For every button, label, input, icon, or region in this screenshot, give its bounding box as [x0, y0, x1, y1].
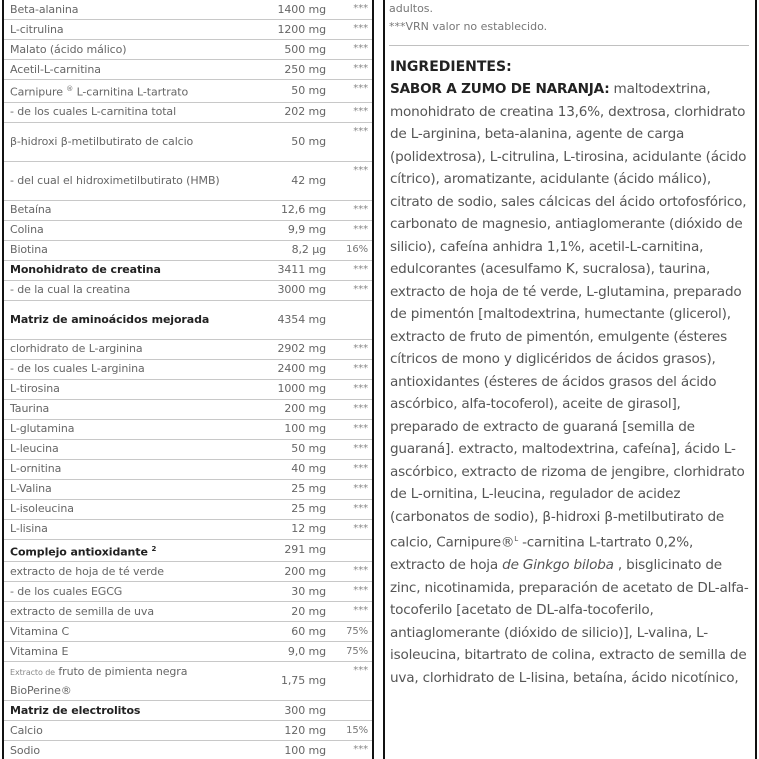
- nutrient-label: Matriz de electrolitos: [10, 703, 141, 717]
- nutrient-vrn: ***: [326, 359, 372, 379]
- nutrient-name: [4, 122, 224, 161]
- ginkgo-italic: de Ginkgo biloba: [502, 557, 614, 574]
- nutrient-name: [4, 562, 224, 582]
- nutrient-vrn: ***: [326, 379, 372, 399]
- nutrient-name: [4, 459, 224, 479]
- nutrient-name: [4, 80, 224, 103]
- nutrient-label: Betaína: [10, 203, 52, 217]
- nutrient-label: extracto de semilla de uva: [10, 604, 154, 618]
- table-row: [4, 562, 372, 582]
- superscript: 2: [151, 544, 157, 553]
- table-row: [4, 379, 372, 399]
- nutrient-name: [4, 0, 224, 20]
- nutrient-vrn: ***: [326, 122, 372, 161]
- nutrient-amount: 3000 mg: [224, 280, 326, 300]
- nutrient-amount: 100 mg: [224, 419, 326, 439]
- nutrient-amount: 300 mg: [224, 701, 326, 721]
- nutrient-vrn: 16%: [326, 240, 372, 260]
- nutrient-label: Matriz de aminoácidos mejorada: [10, 312, 210, 326]
- table-row: [4, 280, 372, 300]
- table-row: [4, 419, 372, 439]
- nutrient-vrn: ***: [326, 20, 372, 40]
- nutrient-name: [4, 339, 224, 359]
- table-row: [4, 662, 372, 701]
- nutrient-amount: 250 mg: [224, 60, 326, 80]
- nutrient-name: [4, 539, 224, 562]
- nutrient-label: Taurina: [10, 402, 50, 416]
- nutrient-name: [4, 741, 224, 759]
- nutrient-vrn: ***: [326, 280, 372, 300]
- table-row: [4, 539, 372, 562]
- table-row: [4, 20, 372, 40]
- nutrient-label: - de los cuales L-arginina: [10, 362, 145, 376]
- nutrient-amount: 40 mg: [224, 459, 326, 479]
- nutrient-name: [4, 399, 224, 419]
- nutrient-label: L-citrulina: [10, 22, 64, 36]
- table-row: [4, 300, 372, 339]
- nutrient-name: [4, 102, 224, 122]
- ingredients-part1: maltodextrina, monohidrato de creatina 13,6%, dextrosa, clorhidrato de L-arginina, beta-alanina, agente de carga (polidextrosa), L-citrulina, L-tirosina, acidulante (ácido cítrico), aromatizante, acidulante (ácido málico), citrato de sodio, sales cálcicas del ácido ortofosfórico, carbonato de magnesio, antiaglomerante (dióxido de silicio), cafeína anhidra 1,1%, acetil-L-carnitina, edulcorantes (acesulfamo K, sucralosa), taurina, extracto de hoja de té verde, L-glutamina, preparado de pimentón [maltodextrina, humectante (glicerol), extracto de fruto de pimentón, emulgente (ésteres cítricos de mono y diglicéridos de ácidos grasos), antioxidantes (ésteres de ácidos grasos del ácido ascórbico, alfa-tocoferol), aceite de girasol], preparado de extracto de guaraná [semilla de guaraná]. extracto, maltodextrina, cafeína], ácido L-ascórbico, extracto de rizoma de jengibre, clorhidrato de L-ornitina, L-leucina, regulador de acidez (carbonatos de sodio), β-hidroxi β-metilbutirato de calcio, Carnipure®: [390, 81, 747, 551]
- nutrient-vrn: ***: [326, 260, 372, 280]
- nutrient-vrn: ***: [326, 662, 372, 701]
- nutrient-vrn: ***: [326, 459, 372, 479]
- nutrient-vrn: [326, 300, 372, 339]
- nutrient-vrn: ***: [326, 582, 372, 602]
- note-line: adultos.: [389, 2, 434, 15]
- nutrient-vrn: ***: [326, 399, 372, 419]
- nutrient-amount: 120 mg: [224, 721, 326, 741]
- table-row: [4, 339, 372, 359]
- nutrient-label: Calcio: [10, 723, 43, 737]
- nutrient-label: L-isoleucina: [10, 502, 74, 516]
- nutrient-vrn: ***: [326, 479, 372, 499]
- table-row: [4, 519, 372, 539]
- ingredients-text: [385, 78, 755, 689]
- nutrient-amount: 50 mg: [224, 439, 326, 459]
- nutrient-name: [4, 479, 224, 499]
- nutrient-label: Complejo antioxidante: [10, 545, 148, 559]
- table-row: [4, 359, 372, 379]
- nutrient-prefix: Extracto de: [10, 667, 55, 677]
- table-row: [4, 240, 372, 260]
- flavor-label: SABOR A ZUMO DE NARANJA:: [390, 81, 610, 97]
- nutrient-label: Sodio: [10, 743, 40, 757]
- nutrient-label: Malato (ácido málico): [10, 42, 127, 56]
- nutrient-name: [4, 20, 224, 40]
- nutrient-vrn: 75%: [326, 622, 372, 642]
- notes-block: [385, 0, 755, 36]
- table-row: [4, 399, 372, 419]
- table-row: [4, 499, 372, 519]
- nutrient-vrn: ***: [326, 439, 372, 459]
- table-row: [4, 102, 372, 122]
- nutrient-name: [4, 582, 224, 602]
- nutrient-amount: 100 mg: [224, 741, 326, 759]
- nutrient-name: [4, 419, 224, 439]
- table-row: [4, 60, 372, 80]
- nutrient-vrn: ***: [326, 339, 372, 359]
- table-row: [4, 622, 372, 642]
- divider: [389, 45, 749, 46]
- note-vrn: ***VRN valor no establecido.: [389, 20, 548, 33]
- nutrition-panel: [2, 0, 374, 759]
- table-row: [4, 439, 372, 459]
- nutrient-name: [4, 721, 224, 741]
- nutrient-label: Vitamina E: [10, 644, 69, 658]
- nutrient-label: - de los cuales EGCG: [10, 584, 123, 598]
- nutrient-vrn: [326, 539, 372, 562]
- nutrient-name: [4, 300, 224, 339]
- nutrient-label: L-leucina: [10, 442, 59, 456]
- table-row: [4, 479, 372, 499]
- nutrient-amount: 50 mg: [224, 80, 326, 103]
- nutrition-table: [4, 0, 372, 759]
- ingredients-panel: [383, 0, 757, 759]
- nutrient-vrn: [326, 701, 372, 721]
- nutrient-label: fruto de pimienta negra BioPerine®: [10, 664, 188, 697]
- table-row: [4, 0, 372, 20]
- nutrient-amount: 20 mg: [224, 602, 326, 622]
- nutrient-label: L-lisina: [10, 522, 48, 536]
- nutrient-label: L-glutamina: [10, 422, 75, 436]
- nutrient-label: Monohidrato de creatina: [10, 263, 161, 277]
- nutrient-vrn: ***: [326, 0, 372, 20]
- nutrient-vrn: ***: [326, 60, 372, 80]
- nutrient-vrn: ***: [326, 499, 372, 519]
- table-row: [4, 122, 372, 161]
- nutrient-amount: 42 mg: [224, 161, 326, 200]
- nutrient-name: [4, 379, 224, 399]
- nutrient-vrn: 15%: [326, 721, 372, 741]
- nutrient-amount: 2902 mg: [224, 339, 326, 359]
- nutrient-vrn: ***: [326, 200, 372, 220]
- nutrient-amount: 8,2 µg: [224, 240, 326, 260]
- nutrient-label: - de la cual la creatina: [10, 283, 131, 297]
- nutrient-label: clorhidrato de L-arginina: [10, 342, 143, 356]
- nutrient-amount: 50 mg: [224, 122, 326, 161]
- table-row: [4, 741, 372, 759]
- nutrient-amount: 12,6 mg: [224, 200, 326, 220]
- table-row: [4, 582, 372, 602]
- superscript: ®: [66, 85, 74, 93]
- nutrient-amount: 60 mg: [224, 622, 326, 642]
- nutrient-name: [4, 499, 224, 519]
- nutrient-vrn: ***: [326, 562, 372, 582]
- nutrient-name: [4, 622, 224, 642]
- nutrient-amount: 200 mg: [224, 399, 326, 419]
- ingredients-title: INGREDIENTES:: [390, 59, 512, 75]
- nutrient-label-rest: L-carnitina L-tartrato: [73, 85, 189, 99]
- nutrient-amount: 500 mg: [224, 40, 326, 60]
- nutrient-name: [4, 220, 224, 240]
- nutrient-amount: 1000 mg: [224, 379, 326, 399]
- nutrient-vrn: ***: [326, 80, 372, 103]
- table-row: [4, 701, 372, 721]
- table-row: [4, 459, 372, 479]
- nutrient-vrn: ***: [326, 602, 372, 622]
- nutrient-label: - del cual el hidroximetilbutirato (HMB): [10, 173, 220, 187]
- nutrient-name: [4, 439, 224, 459]
- nutrient-vrn: ***: [326, 419, 372, 439]
- nutrient-label: - de los cuales L-carnitina total: [10, 105, 177, 119]
- nutrient-label: Acetil-L-carnitina: [10, 62, 101, 76]
- nutrient-amount: 1,75 mg: [224, 662, 326, 701]
- nutrient-name: [4, 701, 224, 721]
- table-row: [4, 642, 372, 662]
- nutrient-amount: 30 mg: [224, 582, 326, 602]
- nutrient-name: [4, 200, 224, 220]
- nutrient-amount: 2400 mg: [224, 359, 326, 379]
- nutrient-amount: 4354 mg: [224, 300, 326, 339]
- nutrient-label: Beta-alanina: [10, 2, 79, 16]
- nutrient-vrn: ***: [326, 741, 372, 759]
- nutrient-vrn: ***: [326, 102, 372, 122]
- nutrient-amount: 25 mg: [224, 499, 326, 519]
- nutrient-amount: 291 mg: [224, 539, 326, 562]
- nutrient-label: L-ornitina: [10, 462, 62, 476]
- table-row: [4, 161, 372, 200]
- table-row: [4, 40, 372, 60]
- nutrient-amount: 3411 mg: [224, 260, 326, 280]
- nutrient-amount: 12 mg: [224, 519, 326, 539]
- nutrient-name: [4, 240, 224, 260]
- nutrient-label: L-Valina: [10, 482, 52, 496]
- nutrient-name: [4, 662, 224, 701]
- nutrient-amount: 9,9 mg: [224, 220, 326, 240]
- table-row: [4, 721, 372, 741]
- nutrient-vrn: ***: [326, 161, 372, 200]
- nutrient-label: Colina: [10, 223, 44, 237]
- nutrient-label: extracto de hoja de té verde: [10, 564, 164, 578]
- nutrient-name: [4, 161, 224, 200]
- nutrient-name: [4, 519, 224, 539]
- table-row: [4, 80, 372, 103]
- ingredients-part2: -carnitina L-tartrato 0,2%, extracto de hoja: [390, 534, 694, 574]
- nutrient-amount: 9,0 mg: [224, 642, 326, 662]
- nutrient-vrn: ***: [326, 220, 372, 240]
- nutrient-name: [4, 359, 224, 379]
- ingredients-part3: , bisglicinato de zinc, nicotinamida, preparación de acetato de DL-alfa-tocoferilo [acetato de DL-alfa-tocoferilo, antiaglomerante (dióxido de silicio)], L-valina, L-isoleucina, bitartrato de colina, extracto de semilla de uva, clorhidrato de L-lisina, betaína, ácido nicotínico,: [390, 557, 749, 686]
- nutrient-name: [4, 602, 224, 622]
- table-row: [4, 200, 372, 220]
- table-row: [4, 260, 372, 280]
- nutrient-vrn: ***: [326, 40, 372, 60]
- nutrient-name: [4, 40, 224, 60]
- nutrient-amount: 202 mg: [224, 102, 326, 122]
- nutrient-label: L-tirosina: [10, 382, 60, 396]
- nutrient-amount: 1200 mg: [224, 20, 326, 40]
- nutrient-amount: 1400 mg: [224, 0, 326, 20]
- nutrient-amount: 25 mg: [224, 479, 326, 499]
- nutrient-name: [4, 260, 224, 280]
- nutrient-vrn: 75%: [326, 642, 372, 662]
- nutrient-name: [4, 280, 224, 300]
- nutrient-name: [4, 642, 224, 662]
- nutrient-name: [4, 60, 224, 80]
- superscript-l: L: [514, 535, 518, 543]
- table-row: [4, 220, 372, 240]
- nutrient-label: Biotina: [10, 243, 48, 257]
- nutrient-label: β-hidroxi β-metilbutirato de calcio: [10, 134, 194, 148]
- nutrient-label: Carnipure: [10, 85, 63, 99]
- nutrient-label: Vitamina C: [10, 624, 70, 638]
- table-row: [4, 602, 372, 622]
- nutrient-amount: 200 mg: [224, 562, 326, 582]
- nutrient-vrn: ***: [326, 519, 372, 539]
